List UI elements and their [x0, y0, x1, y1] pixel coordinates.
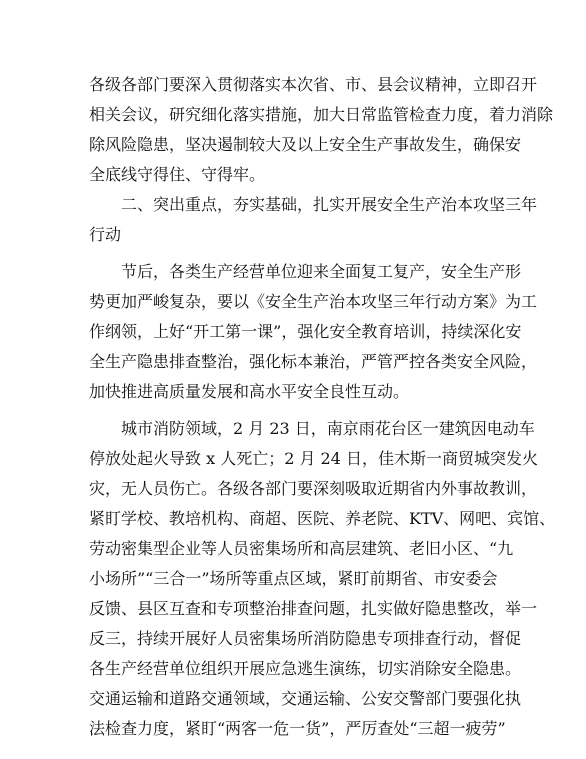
text-line: 紧盯学校、教培机构、商超、医院、养老院、KTV、网吧、宾馆、: [89, 509, 556, 528]
text-line: 反三，持续开展好人员密集场所消防隐患专项排查行动，督促: [89, 629, 522, 648]
text-line: 停放处起火导致 x 人死亡；2 月 24 日，佳木斯一商贸城突发火: [89, 449, 538, 468]
text-line: 势更加严峻复杂，要以《安全生产治本攻坚三年行动方案》为工: [89, 292, 538, 311]
text-line: 各生产经营单位组织开展应急逃生演练，切实消除安全隐患。: [89, 659, 522, 678]
text-line: 交通运输和道路交通领域，交通运输、公安交警部门要强化执: [89, 689, 522, 708]
text-line: 法检查力度，紧盯“两客一危一货”，严厉查处“三超一疲劳”: [89, 719, 506, 738]
text-line: 全底线守得住、守得牢。: [89, 165, 266, 184]
text-line: 劳动密集型企业等人员密集场所和高层建筑、老旧小区、“九: [89, 539, 514, 558]
text-line: 加快推进高质量发展和高水平安全良性互动。: [89, 382, 410, 401]
paragraph-gap: [89, 407, 499, 414]
text-line: 城市消防领域，2 月 23 日，南京雨花台区一建筑因电动车: [121, 419, 535, 438]
text-line: 小场所”“三合一”场所等重点区域，紧盯前期省、市安委会: [89, 569, 498, 588]
text-line: 灾，无人员伤亡。各级各部门要深刻吸取近期省内外事故教训，: [89, 479, 538, 498]
paragraph-gap: [89, 250, 499, 257]
text-line: 节后，各类生产经营单位迎来全面复工复产，安全生产形: [121, 262, 522, 281]
section-heading-line: 行动: [89, 225, 122, 244]
text-line: 作纲领，上好“开工第一课”，强化安全教育培训，持续深化安: [89, 322, 522, 341]
section-heading-line: 二、突出重点，夯实基础，扎实开展安全生产治本攻坚三年: [121, 195, 538, 214]
text-line: 反馈、县区互查和专项整治排查问题，扎实做好隐患整改，举一: [89, 599, 538, 618]
text-line: 除风险隐患，坚决遏制较大及以上安全生产事故发生，确保安: [89, 135, 522, 154]
text-line: 各级各部门要深入贯彻落实本次省、市、县会议精神，立即召开: [89, 75, 538, 94]
document-body: [89, 70, 556, 744]
text-line: 全生产隐患排查整治，强化标本兼治，严管严控各类安全风险，: [89, 352, 538, 371]
text-line: 相关会议，研究细化落实措施，加大日常监管检查力度，着力消除: [89, 105, 554, 124]
